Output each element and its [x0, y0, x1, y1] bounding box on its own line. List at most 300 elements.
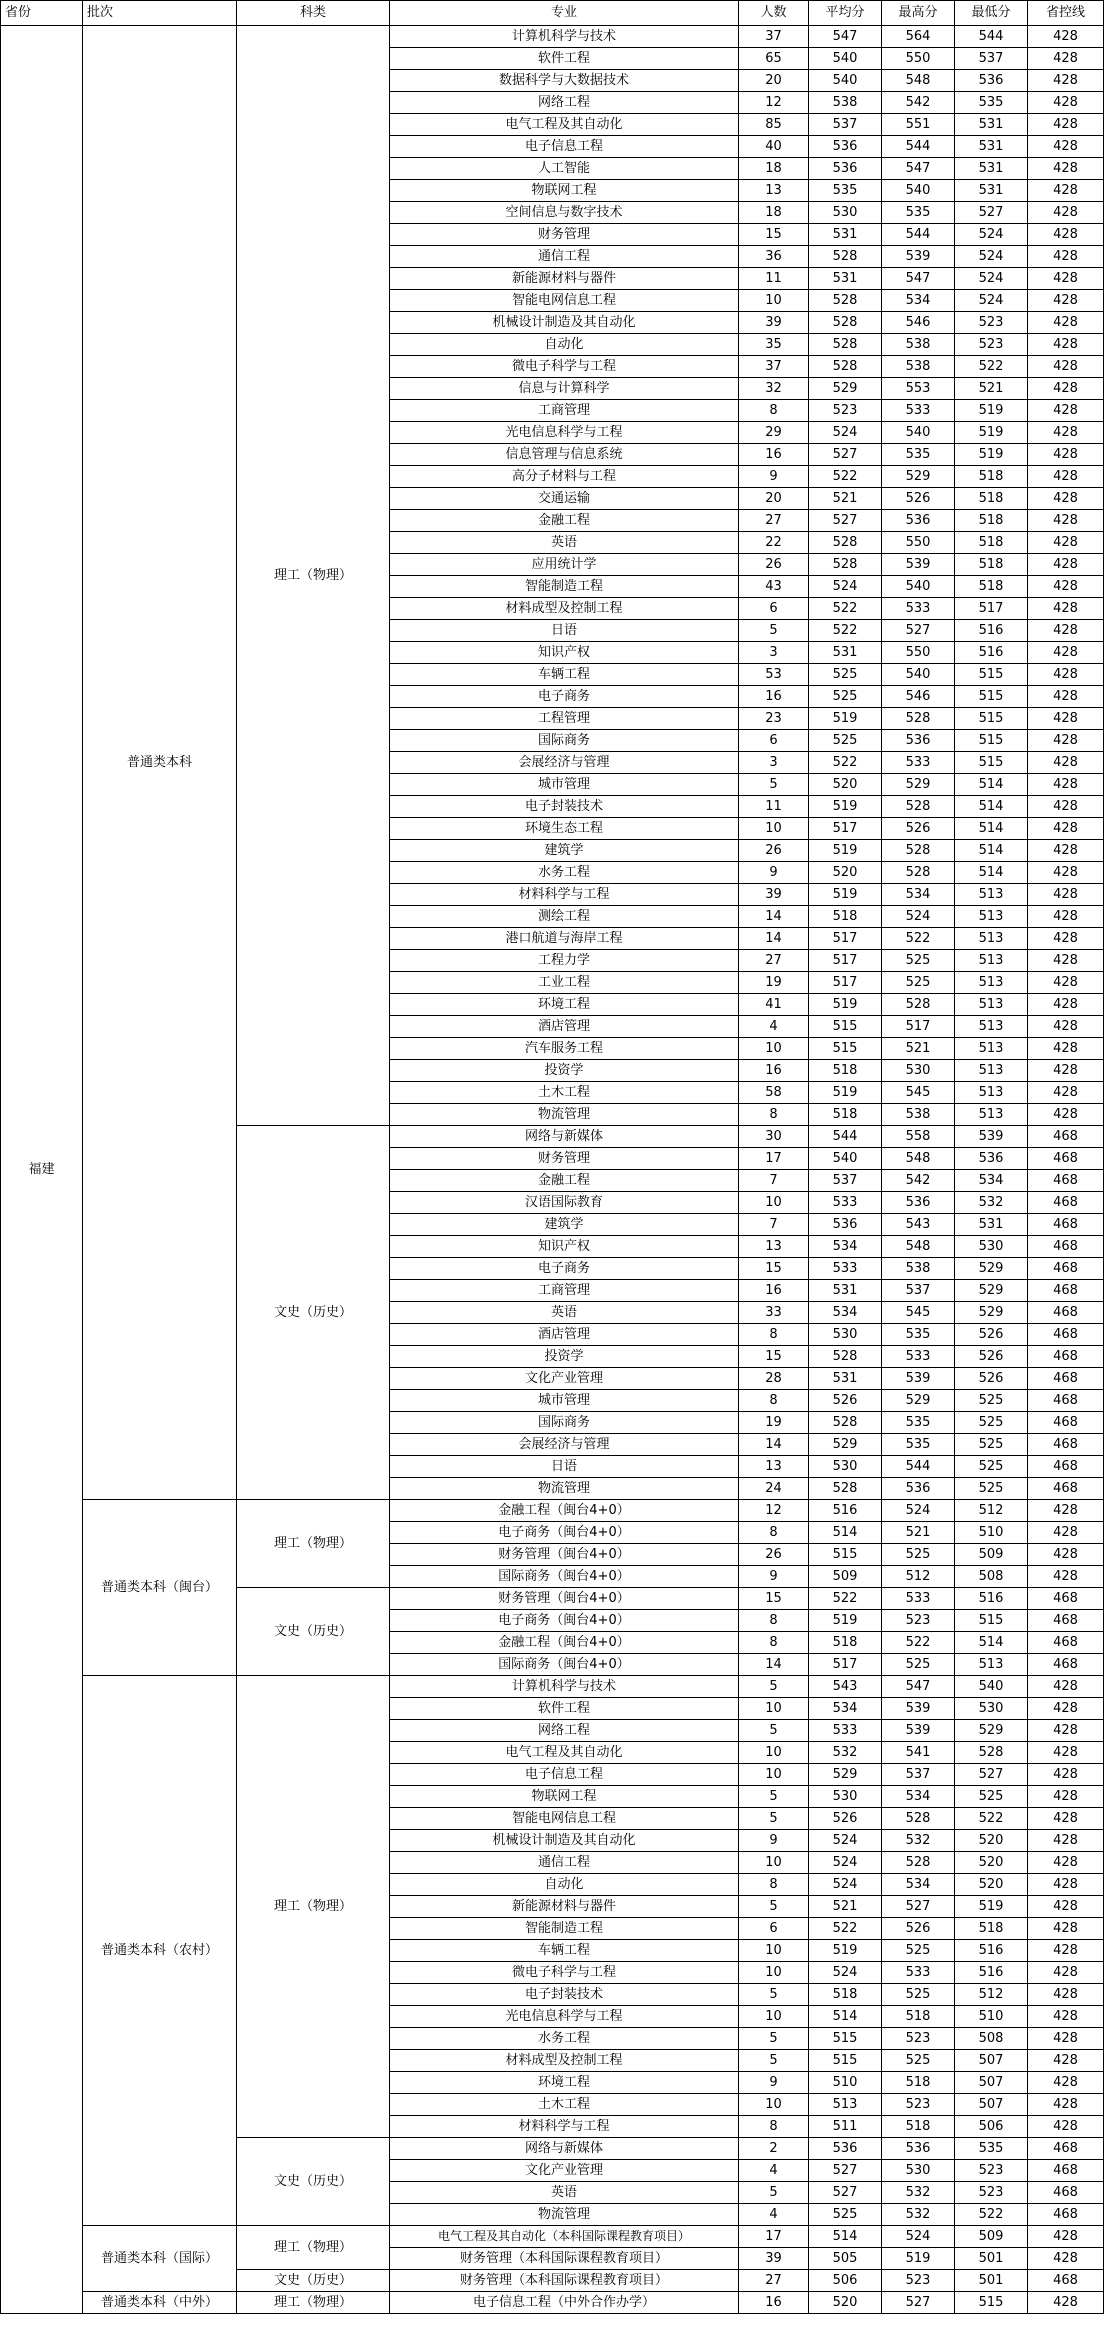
control-line-cell: 428: [1028, 268, 1104, 290]
count-cell: 20: [739, 488, 809, 510]
major-cell: 光电信息科学与工程: [390, 2006, 739, 2028]
min-score-cell: 507: [955, 2072, 1028, 2094]
major-cell: 机械设计制造及其自动化: [390, 312, 739, 334]
max-score-cell: 550: [882, 532, 955, 554]
max-score-cell: 534: [882, 290, 955, 312]
avg-score-cell: 528: [809, 246, 882, 268]
min-score-cell: 518: [955, 466, 1028, 488]
min-score-cell: 519: [955, 1896, 1028, 1918]
max-score-cell: 528: [882, 862, 955, 884]
avg-score-cell: 528: [809, 312, 882, 334]
max-score-cell: 529: [882, 466, 955, 488]
count-cell: 13: [739, 1456, 809, 1478]
max-score-cell: 523: [882, 1610, 955, 1632]
count-cell: 19: [739, 972, 809, 994]
min-score-cell: 515: [955, 730, 1028, 752]
major-cell: 车辆工程: [390, 1940, 739, 1962]
major-cell: 工业工程: [390, 972, 739, 994]
min-score-cell: 522: [955, 1808, 1028, 1830]
max-score-cell: 526: [882, 1918, 955, 1940]
count-cell: 37: [739, 26, 809, 48]
min-score-cell: 518: [955, 532, 1028, 554]
avg-score-cell: 519: [809, 1940, 882, 1962]
max-score-cell: 542: [882, 92, 955, 114]
avg-score-cell: 514: [809, 1522, 882, 1544]
major-cell: 国际商务: [390, 730, 739, 752]
count-cell: 5: [739, 1786, 809, 1808]
control-line-cell: 428: [1028, 1522, 1104, 1544]
category-cell: 文史（历史）: [237, 1588, 390, 1676]
major-cell: 城市管理: [390, 1390, 739, 1412]
control-line-cell: 428: [1028, 730, 1104, 752]
major-cell: 金融工程（闽台4+0）: [390, 1632, 739, 1654]
avg-score-cell: 527: [809, 444, 882, 466]
avg-score-cell: 515: [809, 2028, 882, 2050]
avg-score-cell: 506: [809, 2270, 882, 2292]
control-line-cell: 468: [1028, 1412, 1104, 1434]
major-cell: 新能源材料与器件: [390, 1896, 739, 1918]
max-score-cell: 536: [882, 1478, 955, 1500]
max-score-cell: 545: [882, 1082, 955, 1104]
count-cell: 8: [739, 1324, 809, 1346]
count-cell: 5: [739, 2028, 809, 2050]
avg-score-cell: 530: [809, 202, 882, 224]
count-cell: 11: [739, 796, 809, 818]
min-score-cell: 525: [955, 1478, 1028, 1500]
avg-score-cell: 517: [809, 1654, 882, 1676]
avg-score-cell: 523: [809, 400, 882, 422]
avg-score-cell: 522: [809, 620, 882, 642]
control-line-cell: 428: [1028, 444, 1104, 466]
count-cell: 15: [739, 1346, 809, 1368]
avg-score-cell: 522: [809, 598, 882, 620]
avg-score-cell: 524: [809, 1852, 882, 1874]
max-score-cell: 525: [882, 950, 955, 972]
max-score-cell: 528: [882, 994, 955, 1016]
min-score-cell: 518: [955, 554, 1028, 576]
max-score-cell: 533: [882, 598, 955, 620]
control-line-cell: 428: [1028, 1016, 1104, 1038]
avg-score-cell: 536: [809, 1214, 882, 1236]
max-score-cell: 526: [882, 488, 955, 510]
min-score-cell: 501: [955, 2270, 1028, 2292]
major-cell: 测绘工程: [390, 906, 739, 928]
control-line-cell: 428: [1028, 1060, 1104, 1082]
major-cell: 金融工程（闽台4+0）: [390, 1500, 739, 1522]
avg-score-cell: 534: [809, 1236, 882, 1258]
major-cell: 汉语国际教育: [390, 1192, 739, 1214]
min-score-cell: 524: [955, 246, 1028, 268]
major-cell: 日语: [390, 620, 739, 642]
min-score-cell: 513: [955, 994, 1028, 1016]
min-score-cell: 515: [955, 1610, 1028, 1632]
count-cell: 5: [739, 1676, 809, 1698]
max-score-cell: 525: [882, 1984, 955, 2006]
major-cell: 酒店管理: [390, 1016, 739, 1038]
major-cell: 物流管理: [390, 1478, 739, 1500]
min-score-cell: 523: [955, 2182, 1028, 2204]
avg-score-cell: 519: [809, 708, 882, 730]
count-cell: 15: [739, 1258, 809, 1280]
major-cell: 数据科学与大数据技术: [390, 70, 739, 92]
major-cell: 电子信息工程: [390, 1764, 739, 1786]
count-cell: 8: [739, 1610, 809, 1632]
avg-score-cell: 505: [809, 2248, 882, 2270]
count-cell: 85: [739, 114, 809, 136]
max-score-cell: 532: [882, 1830, 955, 1852]
major-cell: 微电子科学与工程: [390, 356, 739, 378]
avg-score-cell: 519: [809, 994, 882, 1016]
avg-score-cell: 540: [809, 70, 882, 92]
major-cell: 电子商务: [390, 1258, 739, 1280]
min-score-cell: 515: [955, 664, 1028, 686]
control-line-cell: 428: [1028, 356, 1104, 378]
avg-score-cell: 524: [809, 422, 882, 444]
min-score-cell: 524: [955, 268, 1028, 290]
control-line-cell: 428: [1028, 466, 1104, 488]
avg-score-cell: 536: [809, 158, 882, 180]
max-score-cell: 546: [882, 312, 955, 334]
min-score-cell: 525: [955, 1456, 1028, 1478]
avg-score-cell: 528: [809, 334, 882, 356]
avg-score-cell: 540: [809, 1148, 882, 1170]
control-line-cell: 428: [1028, 510, 1104, 532]
avg-score-cell: 527: [809, 2160, 882, 2182]
avg-score-cell: 522: [809, 466, 882, 488]
avg-score-cell: 524: [809, 576, 882, 598]
count-cell: 27: [739, 510, 809, 532]
count-cell: 32: [739, 378, 809, 400]
count-cell: 41: [739, 994, 809, 1016]
control-line-cell: 428: [1028, 1962, 1104, 1984]
category-cell: 理工（物理）: [237, 26, 390, 1126]
max-score-cell: 533: [882, 1588, 955, 1610]
major-cell: 财务管理（本科国际课程教育项目）: [390, 2270, 739, 2292]
control-line-cell: 428: [1028, 664, 1104, 686]
major-cell: 物联网工程: [390, 180, 739, 202]
min-score-cell: 527: [955, 1764, 1028, 1786]
control-line-cell: 428: [1028, 1786, 1104, 1808]
count-cell: 13: [739, 180, 809, 202]
min-score-cell: 513: [955, 1082, 1028, 1104]
max-score-cell: 535: [882, 1412, 955, 1434]
control-line-cell: 428: [1028, 642, 1104, 664]
count-cell: 9: [739, 1566, 809, 1588]
count-cell: 37: [739, 356, 809, 378]
control-line-cell: 428: [1028, 532, 1104, 554]
min-score-cell: 507: [955, 2094, 1028, 2116]
avg-score-cell: 547: [809, 26, 882, 48]
count-cell: 40: [739, 136, 809, 158]
count-cell: 35: [739, 334, 809, 356]
avg-score-cell: 531: [809, 1368, 882, 1390]
count-cell: 10: [739, 2094, 809, 2116]
avg-score-cell: 522: [809, 1588, 882, 1610]
min-score-cell: 508: [955, 2028, 1028, 2050]
count-cell: 10: [739, 818, 809, 840]
max-score-cell: 534: [882, 1786, 955, 1808]
count-cell: 26: [739, 554, 809, 576]
count-cell: 17: [739, 1148, 809, 1170]
major-cell: 计算机科学与技术: [390, 1676, 739, 1698]
header-count: 人数: [739, 1, 809, 26]
avg-score-cell: 538: [809, 92, 882, 114]
category-cell: 理工（物理）: [237, 1500, 390, 1588]
min-score-cell: 514: [955, 796, 1028, 818]
count-cell: 18: [739, 202, 809, 224]
avg-score-cell: 530: [809, 1324, 882, 1346]
major-cell: 文化产业管理: [390, 2160, 739, 2182]
control-line-cell: 428: [1028, 906, 1104, 928]
avg-score-cell: 515: [809, 2050, 882, 2072]
max-score-cell: 528: [882, 1852, 955, 1874]
control-line-cell: 428: [1028, 1038, 1104, 1060]
max-score-cell: 518: [882, 2116, 955, 2138]
control-line-cell: 428: [1028, 1764, 1104, 1786]
control-line-cell: 428: [1028, 92, 1104, 114]
count-cell: 14: [739, 1434, 809, 1456]
control-line-cell: 468: [1028, 1258, 1104, 1280]
count-cell: 36: [739, 246, 809, 268]
major-cell: 物流管理: [390, 1104, 739, 1126]
count-cell: 10: [739, 1962, 809, 1984]
max-score-cell: 518: [882, 2006, 955, 2028]
category-cell: 文史（历史）: [237, 2138, 390, 2226]
max-score-cell: 548: [882, 1148, 955, 1170]
control-line-cell: 468: [1028, 2182, 1104, 2204]
max-score-cell: 521: [882, 1522, 955, 1544]
min-score-cell: 516: [955, 642, 1028, 664]
min-score-cell: 501: [955, 2248, 1028, 2270]
max-score-cell: 545: [882, 1302, 955, 1324]
control-line-cell: 428: [1028, 26, 1104, 48]
control-line-cell: 428: [1028, 158, 1104, 180]
major-cell: 微电子科学与工程: [390, 1962, 739, 1984]
control-line-cell: 428: [1028, 994, 1104, 1016]
max-score-cell: 527: [882, 2292, 955, 2314]
major-cell: 网络工程: [390, 92, 739, 114]
min-score-cell: 531: [955, 136, 1028, 158]
avg-score-cell: 518: [809, 1104, 882, 1126]
header-major: 专业: [390, 1, 739, 26]
count-cell: 7: [739, 1170, 809, 1192]
max-score-cell: 527: [882, 620, 955, 642]
control-line-cell: 468: [1028, 1346, 1104, 1368]
max-score-cell: 529: [882, 1390, 955, 1412]
min-score-cell: 513: [955, 884, 1028, 906]
min-score-cell: 540: [955, 1676, 1028, 1698]
max-score-cell: 548: [882, 1236, 955, 1258]
major-cell: 计算机科学与技术: [390, 26, 739, 48]
control-line-cell: 468: [1028, 1192, 1104, 1214]
major-cell: 软件工程: [390, 1698, 739, 1720]
avg-score-cell: 531: [809, 1280, 882, 1302]
count-cell: 33: [739, 1302, 809, 1324]
avg-score-cell: 510: [809, 2072, 882, 2094]
major-cell: 土木工程: [390, 1082, 739, 1104]
count-cell: 39: [739, 2248, 809, 2270]
control-line-cell: 428: [1028, 2050, 1104, 2072]
control-line-cell: 468: [1028, 1478, 1104, 1500]
major-cell: 材料科学与工程: [390, 884, 739, 906]
control-line-cell: 428: [1028, 488, 1104, 510]
avg-score-cell: 536: [809, 136, 882, 158]
control-line-cell: 468: [1028, 1632, 1104, 1654]
avg-score-cell: 530: [809, 1456, 882, 1478]
avg-score-cell: 518: [809, 1984, 882, 2006]
major-cell: 机械设计制造及其自动化: [390, 1830, 739, 1852]
min-score-cell: 514: [955, 840, 1028, 862]
min-score-cell: 520: [955, 1874, 1028, 1896]
avg-score-cell: 525: [809, 664, 882, 686]
count-cell: 9: [739, 466, 809, 488]
avg-score-cell: 517: [809, 818, 882, 840]
count-cell: 5: [739, 1808, 809, 1830]
count-cell: 10: [739, 1698, 809, 1720]
control-line-cell: 468: [1028, 1148, 1104, 1170]
max-score-cell: 512: [882, 1566, 955, 1588]
batch-cell: 普通类本科（闽台）: [83, 1500, 237, 1676]
max-score-cell: 537: [882, 1280, 955, 1302]
max-score-cell: 539: [882, 1720, 955, 1742]
avg-score-cell: 519: [809, 840, 882, 862]
control-line-cell: 428: [1028, 708, 1104, 730]
count-cell: 13: [739, 1236, 809, 1258]
header-max: 最高分: [882, 1, 955, 26]
count-cell: 18: [739, 158, 809, 180]
min-score-cell: 525: [955, 1412, 1028, 1434]
major-cell: 环境工程: [390, 2072, 739, 2094]
control-line-cell: 468: [1028, 1324, 1104, 1346]
major-cell: 信息与计算科学: [390, 378, 739, 400]
major-cell: 电子商务: [390, 686, 739, 708]
count-cell: 2: [739, 2138, 809, 2160]
max-score-cell: 539: [882, 554, 955, 576]
avg-score-cell: 527: [809, 2182, 882, 2204]
control-line-cell: 468: [1028, 1126, 1104, 1148]
min-score-cell: 514: [955, 818, 1028, 840]
count-cell: 8: [739, 1874, 809, 1896]
max-score-cell: 542: [882, 1170, 955, 1192]
min-score-cell: 537: [955, 48, 1028, 70]
control-line-cell: 428: [1028, 862, 1104, 884]
min-score-cell: 513: [955, 928, 1028, 950]
count-cell: 24: [739, 1478, 809, 1500]
avg-score-cell: 520: [809, 2292, 882, 2314]
max-score-cell: 540: [882, 664, 955, 686]
min-score-cell: 531: [955, 114, 1028, 136]
header-batch: 批次: [83, 1, 237, 26]
avg-score-cell: 511: [809, 2116, 882, 2138]
control-line-cell: 428: [1028, 1676, 1104, 1698]
avg-score-cell: 515: [809, 1016, 882, 1038]
control-line-cell: 428: [1028, 884, 1104, 906]
batch-cell: 普通类本科（农村）: [83, 1676, 237, 2226]
major-cell: 工商管理: [390, 1280, 739, 1302]
major-cell: 投资学: [390, 1346, 739, 1368]
max-score-cell: 535: [882, 1434, 955, 1456]
avg-score-cell: 524: [809, 1874, 882, 1896]
min-score-cell: 518: [955, 510, 1028, 532]
max-score-cell: 536: [882, 2138, 955, 2160]
control-line-cell: 428: [1028, 2226, 1104, 2248]
count-cell: 20: [739, 70, 809, 92]
max-score-cell: 522: [882, 1632, 955, 1654]
header-line: 省控线: [1028, 1, 1104, 26]
table-row: [1, 2292, 1104, 2314]
control-line-cell: 428: [1028, 136, 1104, 158]
major-cell: 高分子材料与工程: [390, 466, 739, 488]
count-cell: 12: [739, 92, 809, 114]
min-score-cell: 524: [955, 224, 1028, 246]
major-cell: 建筑学: [390, 840, 739, 862]
min-score-cell: 534: [955, 1170, 1028, 1192]
avg-score-cell: 531: [809, 224, 882, 246]
count-cell: 6: [739, 598, 809, 620]
count-cell: 16: [739, 1280, 809, 1302]
control-line-cell: 428: [1028, 2292, 1104, 2314]
count-cell: 19: [739, 1412, 809, 1434]
avg-score-cell: 522: [809, 1918, 882, 1940]
major-cell: 物流管理: [390, 2204, 739, 2226]
category-cell: 文史（历史）: [237, 2270, 390, 2292]
header-avg: 平均分: [809, 1, 882, 26]
avg-score-cell: 522: [809, 752, 882, 774]
min-score-cell: 520: [955, 1830, 1028, 1852]
min-score-cell: 536: [955, 70, 1028, 92]
count-cell: 43: [739, 576, 809, 598]
count-cell: 10: [739, 1764, 809, 1786]
count-cell: 4: [739, 1016, 809, 1038]
max-score-cell: 553: [882, 378, 955, 400]
control-line-cell: 428: [1028, 1874, 1104, 1896]
major-cell: 信息管理与信息系统: [390, 444, 739, 466]
max-score-cell: 540: [882, 422, 955, 444]
major-cell: 电子信息工程: [390, 136, 739, 158]
avg-score-cell: 536: [809, 2138, 882, 2160]
min-score-cell: 506: [955, 2116, 1028, 2138]
control-line-cell: 428: [1028, 1500, 1104, 1522]
max-score-cell: 525: [882, 972, 955, 994]
max-score-cell: 540: [882, 180, 955, 202]
major-cell: 电子封装技术: [390, 796, 739, 818]
min-score-cell: 529: [955, 1258, 1028, 1280]
control-line-cell: 428: [1028, 2116, 1104, 2138]
max-score-cell: 538: [882, 1258, 955, 1280]
count-cell: 30: [739, 1126, 809, 1148]
major-cell: 车辆工程: [390, 664, 739, 686]
min-score-cell: 519: [955, 444, 1028, 466]
min-score-cell: 513: [955, 972, 1028, 994]
control-line-cell: 428: [1028, 114, 1104, 136]
avg-score-cell: 534: [809, 1302, 882, 1324]
control-line-cell: 428: [1028, 1742, 1104, 1764]
header-row: [1, 1, 1104, 26]
min-score-cell: 525: [955, 1434, 1028, 1456]
control-line-cell: 428: [1028, 312, 1104, 334]
min-score-cell: 514: [955, 1632, 1028, 1654]
major-cell: 电子商务（闽台4+0）: [390, 1610, 739, 1632]
min-score-cell: 531: [955, 1214, 1028, 1236]
avg-score-cell: 513: [809, 2094, 882, 2116]
max-score-cell: 524: [882, 1500, 955, 1522]
avg-score-cell: 527: [809, 510, 882, 532]
count-cell: 11: [739, 268, 809, 290]
max-score-cell: 540: [882, 576, 955, 598]
major-cell: 工商管理: [390, 400, 739, 422]
count-cell: 9: [739, 862, 809, 884]
count-cell: 26: [739, 1544, 809, 1566]
